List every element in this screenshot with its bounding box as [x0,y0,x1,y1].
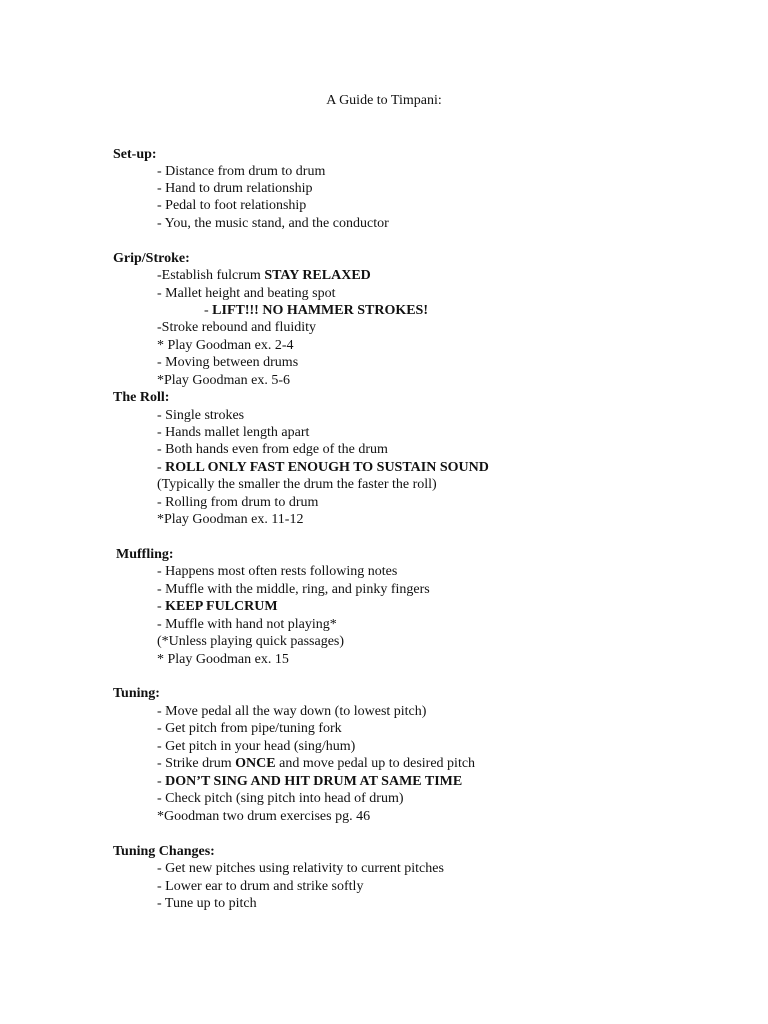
list-item: - Rolling from drum to drum [157,495,319,510]
list-item: -Stroke rebound and fluidity [157,320,317,335]
list-item: *Play Goodman ex. 5-6 [157,373,290,388]
section-heading-tuning-changes: Tuning Changes: [113,844,215,859]
list-item: - You, the music stand, and the conductor [157,216,389,231]
section-heading-muffling: Muffling: [116,547,174,562]
list-item: - Pedal to foot relationship [157,198,307,213]
list-item: * Play Goodman ex. 2-4 [157,338,294,353]
section-heading-setup: Set-up: [113,147,157,162]
list-item: - Moving between drums [157,355,299,370]
list-item: (*Unless playing quick passages) [157,634,345,649]
list-item: - Both hands even from edge of the drum [157,442,388,457]
list-item: - Check pitch (sing pitch into head of drum) [157,791,404,806]
list-item: - Hands mallet length apart [157,425,310,440]
section-heading-the-roll: The Roll: [113,390,170,405]
document-title: A Guide to Timpani: [326,93,442,108]
list-item: - Distance from drum to drum [157,164,326,179]
list-item: - Get pitch from pipe/tuning fork [157,721,342,736]
section-heading-tuning: Tuning: [113,686,160,701]
list-item: -Establish fulcrum STAY RELAXED [157,268,371,283]
list-item: - Mallet height and beating spot [157,286,336,301]
list-item: - Move pedal all the way down (to lowest pitch) [157,704,427,719]
section-heading-grip-stroke: Grip/Stroke: [113,251,190,266]
list-item: - Tune up to pitch [157,896,257,911]
list-item: - ROLL ONLY FAST ENOUGH TO SUSTAIN SOUND [157,460,489,475]
list-item: - KEEP FULCRUM [157,599,278,614]
list-item: - Single strokes [157,408,245,423]
list-item: - Muffle with the middle, ring, and pinky fingers [157,582,430,597]
list-item: * Play Goodman ex. 15 [157,652,289,667]
list-item: - Hand to drum relationship [157,181,313,196]
list-item: (Typically the smaller the drum the faster the roll) [157,477,437,492]
list-item: - LIFT!!! NO HAMMER STROKES! [204,303,429,318]
list-item: - Lower ear to drum and strike softly [157,879,364,894]
list-item: - Muffle with hand not playing* [157,617,337,632]
list-item: *Goodman two drum exercises pg. 46 [157,809,371,824]
list-item: - Get pitch in your head (sing/hum) [157,739,356,754]
list-item: - Get new pitches using relativity to current pitches [157,861,444,876]
list-item: *Play Goodman ex. 11-12 [157,512,304,527]
list-item: - Strike drum ONCE and move pedal up to desired pitch [157,756,476,771]
list-item: - DON’T SING AND HIT DRUM AT SAME TIME [157,774,463,789]
list-item: - Happens most often rests following notes [157,564,398,579]
